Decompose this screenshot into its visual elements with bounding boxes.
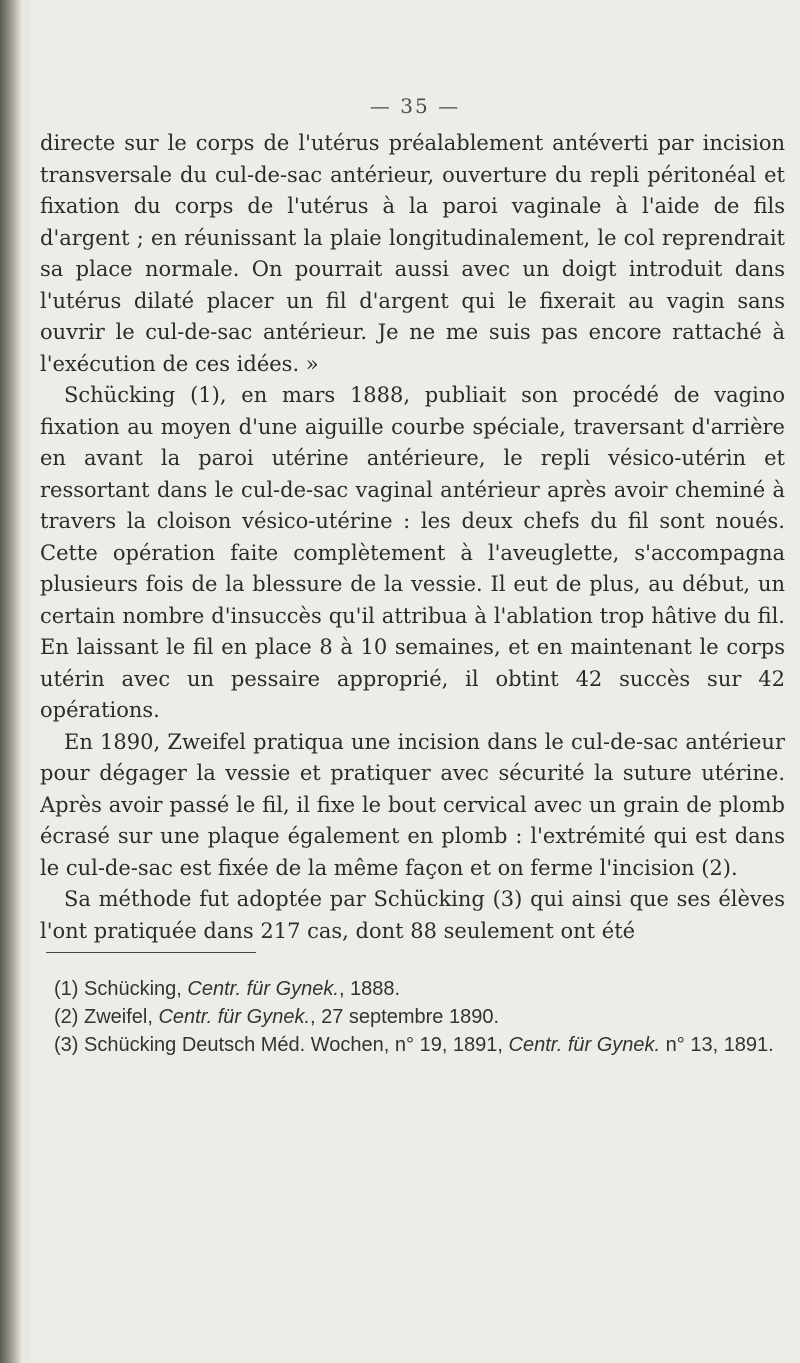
footnote [54, 1031, 784, 1059]
footnote-text: , 1888. [338, 978, 401, 1000]
footnote [54, 975, 784, 1003]
footnote-divider [46, 952, 256, 953]
footnote-journal: Centr. für Gynek. [158, 1006, 311, 1028]
footnote-journal: Centr. für Gynek. [187, 978, 339, 1000]
footnote-text: (2) Zweifel, [54, 1006, 159, 1028]
book-page [30, 0, 800, 1363]
book-binding-edge [0, 0, 22, 1363]
paragraph: En 1890, Zweifel pratiqua une incision dans le cul-de-sac antérieur pour dégager la vessie et pratiquer avec sécurité la suture utérine. Après avoir passé le fil, il fixe le bout cervical avec un grain de plomb écrasé sur une plaque également en plomb : l'extrémité qui est dans le cul-de-sac est fixée de la même façon et on ferme l'incision (2). [40, 729, 785, 880]
paragraph: directe sur le corps de l'utérus préalablement antéverti par incision transversale du cul-de-sac antérieur, ouverture du repli péritonéal et fixation du corps de l'utérus à la paroi vaginale à l'aide de fils d'argent ; en réunissant la plaie longitudinalement, le col reprendrait sa place normale. On pourrait aussi avec un doigt introduit dans l'utérus dilaté placer un fil d'argent qui le fixerait au vagin sans ouvrir le cul-de-sac antérieur. Je ne me suis pas encore rattaché à l'exécution de ces idées. » [40, 131, 785, 376]
footnote-text: n° 13, 1891. [660, 1034, 774, 1056]
body-text [40, 128, 785, 947]
footnote [54, 1003, 784, 1031]
footnote-text: , 27 septembre 1890. [310, 1006, 500, 1028]
paragraph: Schücking (1), en mars 1888, publiait son procédé de vagino fixation au moyen d'une aiguille courbe spéciale, traversant d'arrière en avant la paroi utérine antérieure, le repli vésico-utérin et ressortant dans le cul-de-sac vaginal antérieur après avoir cheminé à travers la cloison vésico-utérine : les deux chefs du fil sont noués. Cette opération faite complètement à l'aveuglette, s'accompagna plusieurs fois de la blessure de la vessie. Il eut de plus, au début, un certain nombre d'insuccès qu'il attribua à l'ablation trop hâtive du fil. En laissant le fil en place 8 à 10 semaines, et en maintenant le corps utérin avec un pessaire approprié, il obtint 42 succès sur 42 opérations. [40, 383, 785, 722]
footnote-text: (3) Schücking Deutsch Méd. Wochen, n° 19, 1891, [54, 1034, 509, 1056]
footnote-journal: Centr. für Gynek. [508, 1034, 661, 1056]
page-number: — 35 — [369, 94, 461, 118]
footnotes [54, 975, 784, 1059]
paragraph: Sa méthode fut adoptée par Schücking (3) qui ainsi que ses élèves l'ont pratiquée dans 217 cas, dont 88 seulement ont été [40, 887, 785, 943]
footnote-text: (1) Schücking, [54, 978, 188, 1000]
